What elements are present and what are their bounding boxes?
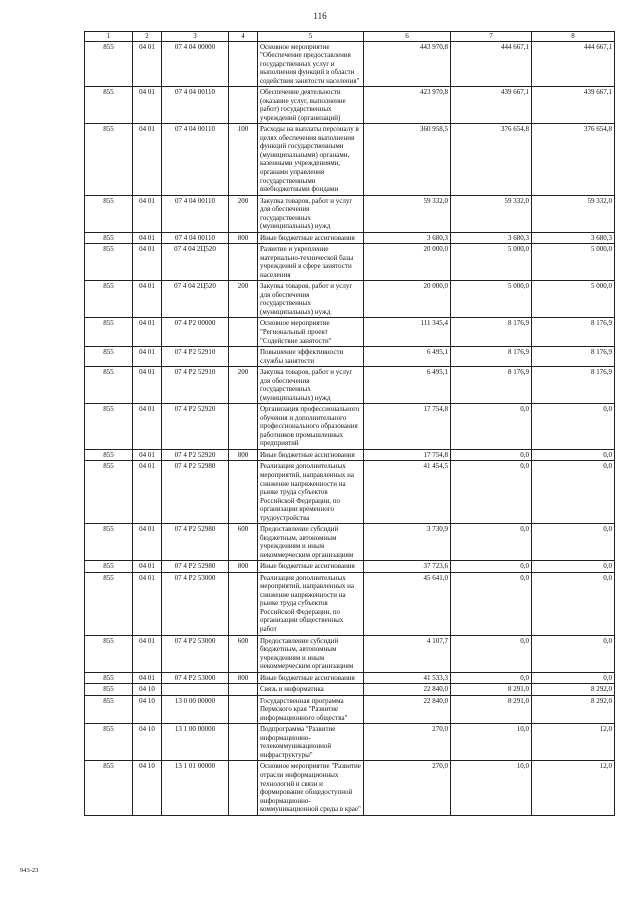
section-cell: 04 01 (133, 635, 162, 672)
expense-type-cell: 800 (229, 672, 258, 684)
amount-year1-cell: 270,0 (364, 761, 451, 815)
code-admin-cell: 855 (85, 684, 133, 696)
amount-year3-cell: 8 292,0 (532, 684, 615, 696)
amount-year1-cell: 22 840,0 (364, 695, 451, 724)
amount-year1-cell: 22 840,0 (364, 684, 451, 696)
amount-year2-cell: 0,0 (451, 449, 532, 461)
col-header-4: 4 (229, 32, 258, 42)
target-article-cell: 07 4 04 00110 (162, 87, 229, 124)
table-row (85, 232, 615, 244)
amount-year1-cell: 423 970,8 (364, 87, 451, 124)
table-row (85, 684, 615, 696)
amount-year3-cell: 12,0 (532, 724, 615, 761)
col-header-7: 7 (451, 32, 532, 42)
amount-year2-cell: 0,0 (451, 561, 532, 573)
amount-year2-cell: 376 654,8 (451, 124, 532, 195)
amount-year3-cell: 5 000,0 (532, 244, 615, 281)
col-header-8: 8 (532, 32, 615, 42)
section-cell: 04 01 (133, 318, 162, 347)
amount-year1-cell: 360 958,5 (364, 124, 451, 195)
section-cell: 04 10 (133, 761, 162, 815)
expense-type-cell: 100 (229, 124, 258, 195)
code-admin-cell: 855 (85, 572, 133, 635)
expense-type-cell (229, 318, 258, 347)
code-admin-cell: 855 (85, 244, 133, 281)
amount-year2-cell: 8 176,9 (451, 318, 532, 347)
amount-year2-cell: 0,0 (451, 635, 532, 672)
description-cell: Основное мероприятие "Региональный проект "Содействие занятости" (258, 318, 364, 347)
target-article-cell: 07 4 04 00000 (162, 41, 229, 87)
target-article-cell: 07 4 04 2Ц520 (162, 281, 229, 318)
amount-year3-cell: 0,0 (532, 635, 615, 672)
expense-type-cell (229, 724, 258, 761)
amount-year1-cell: 17 754,8 (364, 404, 451, 450)
header-row (85, 32, 615, 42)
amount-year2-cell: 3 680,3 (451, 232, 532, 244)
amount-year3-cell: 0,0 (532, 524, 615, 561)
description-cell: Закупка товаров, работ и услуг для обеспечения государственных (муниципальных) нужд (258, 195, 364, 232)
description-cell: Связь и информатика (258, 684, 364, 696)
target-article-cell: 07 4 P2 00000 (162, 318, 229, 347)
section-cell: 04 01 (133, 195, 162, 232)
amount-year2-cell: 0,0 (451, 572, 532, 635)
section-cell: 04 01 (133, 281, 162, 318)
target-article-cell: 07 4 04 00110 (162, 124, 229, 195)
description-cell: Иные бюджетные ассигнования (258, 672, 364, 684)
table-row (85, 449, 615, 461)
expense-type-cell (229, 684, 258, 696)
expense-type-cell: 600 (229, 524, 258, 561)
expense-type-cell (229, 572, 258, 635)
amount-year3-cell: 59 332,0 (532, 195, 615, 232)
amount-year3-cell: 0,0 (532, 404, 615, 450)
code-admin-cell: 855 (85, 124, 133, 195)
amount-year1-cell: 3 730,9 (364, 524, 451, 561)
amount-year2-cell: 8 291,0 (451, 695, 532, 724)
amount-year3-cell: 8 176,9 (532, 347, 615, 367)
amount-year3-cell: 444 667,1 (532, 41, 615, 87)
description-cell: Основное мероприятие "Развитие отрасли информационных технологий и связи и формирование общедоступной информационно-коммуникационной среды в крае" (258, 761, 364, 815)
description-cell: Повышение эффективности службы занятости (258, 347, 364, 367)
expense-type-cell: 800 (229, 561, 258, 573)
table-row (85, 404, 615, 450)
amount-year1-cell: 6 495,1 (364, 367, 451, 404)
amount-year1-cell: 443 970,8 (364, 41, 451, 87)
amount-year2-cell: 0,0 (451, 524, 532, 561)
code-admin-cell: 855 (85, 347, 133, 367)
target-article-cell: 07 4 P2 52980 (162, 524, 229, 561)
budget-table (84, 31, 615, 816)
table-row (85, 318, 615, 347)
amount-year1-cell: 41 454,5 (364, 461, 451, 524)
table-row (85, 672, 615, 684)
amount-year2-cell: 0,0 (451, 672, 532, 684)
table-row (85, 635, 615, 672)
amount-year1-cell: 17 754,8 (364, 449, 451, 461)
table-row (85, 87, 615, 124)
section-cell: 04 10 (133, 724, 162, 761)
amount-year3-cell: 8 176,9 (532, 318, 615, 347)
table-row (85, 572, 615, 635)
target-article-cell: 13 1 01 00000 (162, 761, 229, 815)
code-admin-cell: 855 (85, 672, 133, 684)
description-cell: Закупка товаров, работ и услуг для обеспечения государственных (муниципальных) нужд (258, 281, 364, 318)
code-admin-cell: 855 (85, 195, 133, 232)
section-cell: 04 10 (133, 695, 162, 724)
section-cell: 04 01 (133, 404, 162, 450)
amount-year2-cell: 5 000,0 (451, 244, 532, 281)
target-article-cell: 07 4 P2 52910 (162, 347, 229, 367)
description-cell: Подпрограмма "Развитие информационно-телекоммуникационной инфраструктуры" (258, 724, 364, 761)
description-cell: Иные бюджетные ассигнования (258, 561, 364, 573)
description-cell: Реализация дополнительных мероприятий, направленных на снижение напряженности на рынке труда субъектов Российской Федерации, по организации временного трудоустройства (258, 461, 364, 524)
expense-type-cell (229, 41, 258, 87)
table-row (85, 524, 615, 561)
code-admin-cell: 855 (85, 461, 133, 524)
amount-year3-cell: 376 654,8 (532, 124, 615, 195)
expense-type-cell (229, 87, 258, 124)
amount-year3-cell: 5 000,0 (532, 281, 615, 318)
description-cell: Обеспечение деятельности (оказание услуг, выполнение работ) государственных учреждений (организаций) (258, 87, 364, 124)
section-cell: 04 01 (133, 672, 162, 684)
section-cell: 04 01 (133, 572, 162, 635)
section-cell: 04 01 (133, 87, 162, 124)
amount-year3-cell: 0,0 (532, 572, 615, 635)
code-admin-cell: 855 (85, 724, 133, 761)
target-article-cell: 07 4 P2 52980 (162, 461, 229, 524)
section-cell: 04 01 (133, 367, 162, 404)
expense-type-cell (229, 244, 258, 281)
amount-year2-cell: 10,0 (451, 761, 532, 815)
amount-year3-cell: 0,0 (532, 561, 615, 573)
section-cell: 04 01 (133, 347, 162, 367)
amount-year3-cell: 8 176,9 (532, 367, 615, 404)
table-row (85, 695, 615, 724)
amount-year3-cell: 8 292,0 (532, 695, 615, 724)
target-article-cell: 07 4 P2 52920 (162, 449, 229, 461)
expense-type-cell (229, 347, 258, 367)
section-cell: 04 01 (133, 244, 162, 281)
code-admin-cell: 855 (85, 318, 133, 347)
amount-year1-cell: 37 723,6 (364, 561, 451, 573)
table-row (85, 347, 615, 367)
code-admin-cell: 855 (85, 635, 133, 672)
description-cell: Закупка товаров, работ и услуг для обеспечения государственных (муниципальных) нужд (258, 367, 364, 404)
page-number: 116 (313, 11, 327, 21)
section-cell: 04 01 (133, 461, 162, 524)
table-row (85, 561, 615, 573)
target-article-cell: 07 4 04 00110 (162, 195, 229, 232)
amount-year2-cell: 0,0 (451, 461, 532, 524)
table-row (85, 761, 615, 815)
code-admin-cell: 855 (85, 367, 133, 404)
expense-type-cell: 200 (229, 195, 258, 232)
expense-type-cell (229, 695, 258, 724)
expense-type-cell: 200 (229, 367, 258, 404)
section-cell: 04 01 (133, 124, 162, 195)
amount-year3-cell: 439 667,1 (532, 87, 615, 124)
amount-year1-cell: 20 000,0 (364, 281, 451, 318)
amount-year1-cell: 3 680,3 (364, 232, 451, 244)
code-admin-cell: 855 (85, 695, 133, 724)
target-article-cell: 07 4 P2 52980 (162, 561, 229, 573)
target-article-cell: 13 1 00 00000 (162, 724, 229, 761)
target-article-cell: 07 4 P2 52910 (162, 367, 229, 404)
code-admin-cell: 855 (85, 281, 133, 318)
table-row (85, 461, 615, 524)
amount-year1-cell: 45 641,0 (364, 572, 451, 635)
amount-year1-cell: 270,0 (364, 724, 451, 761)
section-cell: 04 01 (133, 41, 162, 87)
target-article-cell: 07 4 04 00110 (162, 232, 229, 244)
amount-year1-cell: 20 000,0 (364, 244, 451, 281)
table-row (85, 195, 615, 232)
section-cell: 04 01 (133, 449, 162, 461)
target-article-cell (162, 684, 229, 696)
footer-code: 943-23 (20, 867, 39, 874)
description-cell: Предоставление субсидий бюджетным, автономным учреждениям и иным некоммерческим организациям (258, 524, 364, 561)
col-header-6: 6 (364, 32, 451, 42)
section-cell: 04 01 (133, 232, 162, 244)
description-cell: Иные бюджетные ассигнования (258, 232, 364, 244)
col-header-3: 3 (162, 32, 229, 42)
table-row (85, 367, 615, 404)
amount-year3-cell: 3 680,3 (532, 232, 615, 244)
description-cell: Реализация дополнительных мероприятий, направленных на снижение напряженности на рынке труда субъектов Российской Федерации, по организации общественных работ (258, 572, 364, 635)
description-cell: Государственная программа Пермского края "Развитие информационного общества" (258, 695, 364, 724)
section-cell: 04 01 (133, 524, 162, 561)
description-cell: Иные бюджетные ассигнования (258, 449, 364, 461)
col-header-1: 1 (85, 32, 133, 42)
expense-type-cell: 800 (229, 449, 258, 461)
expense-type-cell (229, 404, 258, 450)
amount-year2-cell: 59 332,0 (451, 195, 532, 232)
code-admin-cell: 855 (85, 41, 133, 87)
table-row (85, 724, 615, 761)
description-cell: Развитие и укрепление материально-технической базы учреждений в сфере занятости населения (258, 244, 364, 281)
amount-year2-cell: 444 667,1 (451, 41, 532, 87)
code-admin-cell: 855 (85, 524, 133, 561)
description-cell: Расходы на выплаты персоналу в целях обеспечения выполнения функций государственными (муниципальными) органами, казенными учреждениями, органами управления государственными внебюджетными фондами (258, 124, 364, 195)
col-header-2: 2 (133, 32, 162, 42)
target-article-cell: 07 4 P2 53000 (162, 672, 229, 684)
amount-year3-cell: 12,0 (532, 761, 615, 815)
amount-year3-cell: 0,0 (532, 461, 615, 524)
amount-year1-cell: 59 332,0 (364, 195, 451, 232)
expense-type-cell (229, 461, 258, 524)
code-admin-cell: 855 (85, 761, 133, 815)
amount-year2-cell: 8 176,9 (451, 347, 532, 367)
amount-year1-cell: 111 345,4 (364, 318, 451, 347)
description-cell: Основное мероприятие "Обеспечение предоставления государственных услуг и выполнения функций в области содействия занятости населения" (258, 41, 364, 87)
amount-year1-cell: 6 495,1 (364, 347, 451, 367)
amount-year1-cell: 41 533,3 (364, 672, 451, 684)
amount-year2-cell: 5 000,0 (451, 281, 532, 318)
expense-type-cell (229, 761, 258, 815)
amount-year1-cell: 4 107,7 (364, 635, 451, 672)
table-row (85, 41, 615, 87)
target-article-cell: 07 4 P2 53000 (162, 572, 229, 635)
code-admin-cell: 855 (85, 449, 133, 461)
amount-year2-cell: 8 291,0 (451, 684, 532, 696)
amount-year3-cell: 0,0 (532, 449, 615, 461)
target-article-cell: 07 4 P2 52920 (162, 404, 229, 450)
expense-type-cell: 800 (229, 232, 258, 244)
section-cell: 04 01 (133, 561, 162, 573)
amount-year2-cell: 10,0 (451, 724, 532, 761)
amount-year3-cell: 0,0 (532, 672, 615, 684)
amount-year2-cell: 8 176,9 (451, 367, 532, 404)
description-cell: Предоставление субсидий бюджетным, автономным учреждениям и иным некоммерческим организациям (258, 635, 364, 672)
table-row (85, 244, 615, 281)
description-cell: Организация профессионального обучения и дополнительного профессионального образования работников промышленных предприятий (258, 404, 364, 450)
col-header-5: 5 (258, 32, 364, 42)
expense-type-cell: 200 (229, 281, 258, 318)
target-article-cell: 07 4 04 2Ц520 (162, 244, 229, 281)
code-admin-cell: 855 (85, 561, 133, 573)
expense-type-cell: 600 (229, 635, 258, 672)
amount-year2-cell: 0,0 (451, 404, 532, 450)
section-cell: 04 10 (133, 684, 162, 696)
target-article-cell: 13 0 00 00000 (162, 695, 229, 724)
table-row (85, 124, 615, 195)
table-row (85, 281, 615, 318)
amount-year2-cell: 439 667,1 (451, 87, 532, 124)
code-admin-cell: 855 (85, 87, 133, 124)
code-admin-cell: 855 (85, 404, 133, 450)
code-admin-cell: 855 (85, 232, 133, 244)
target-article-cell: 07 4 P2 53000 (162, 635, 229, 672)
